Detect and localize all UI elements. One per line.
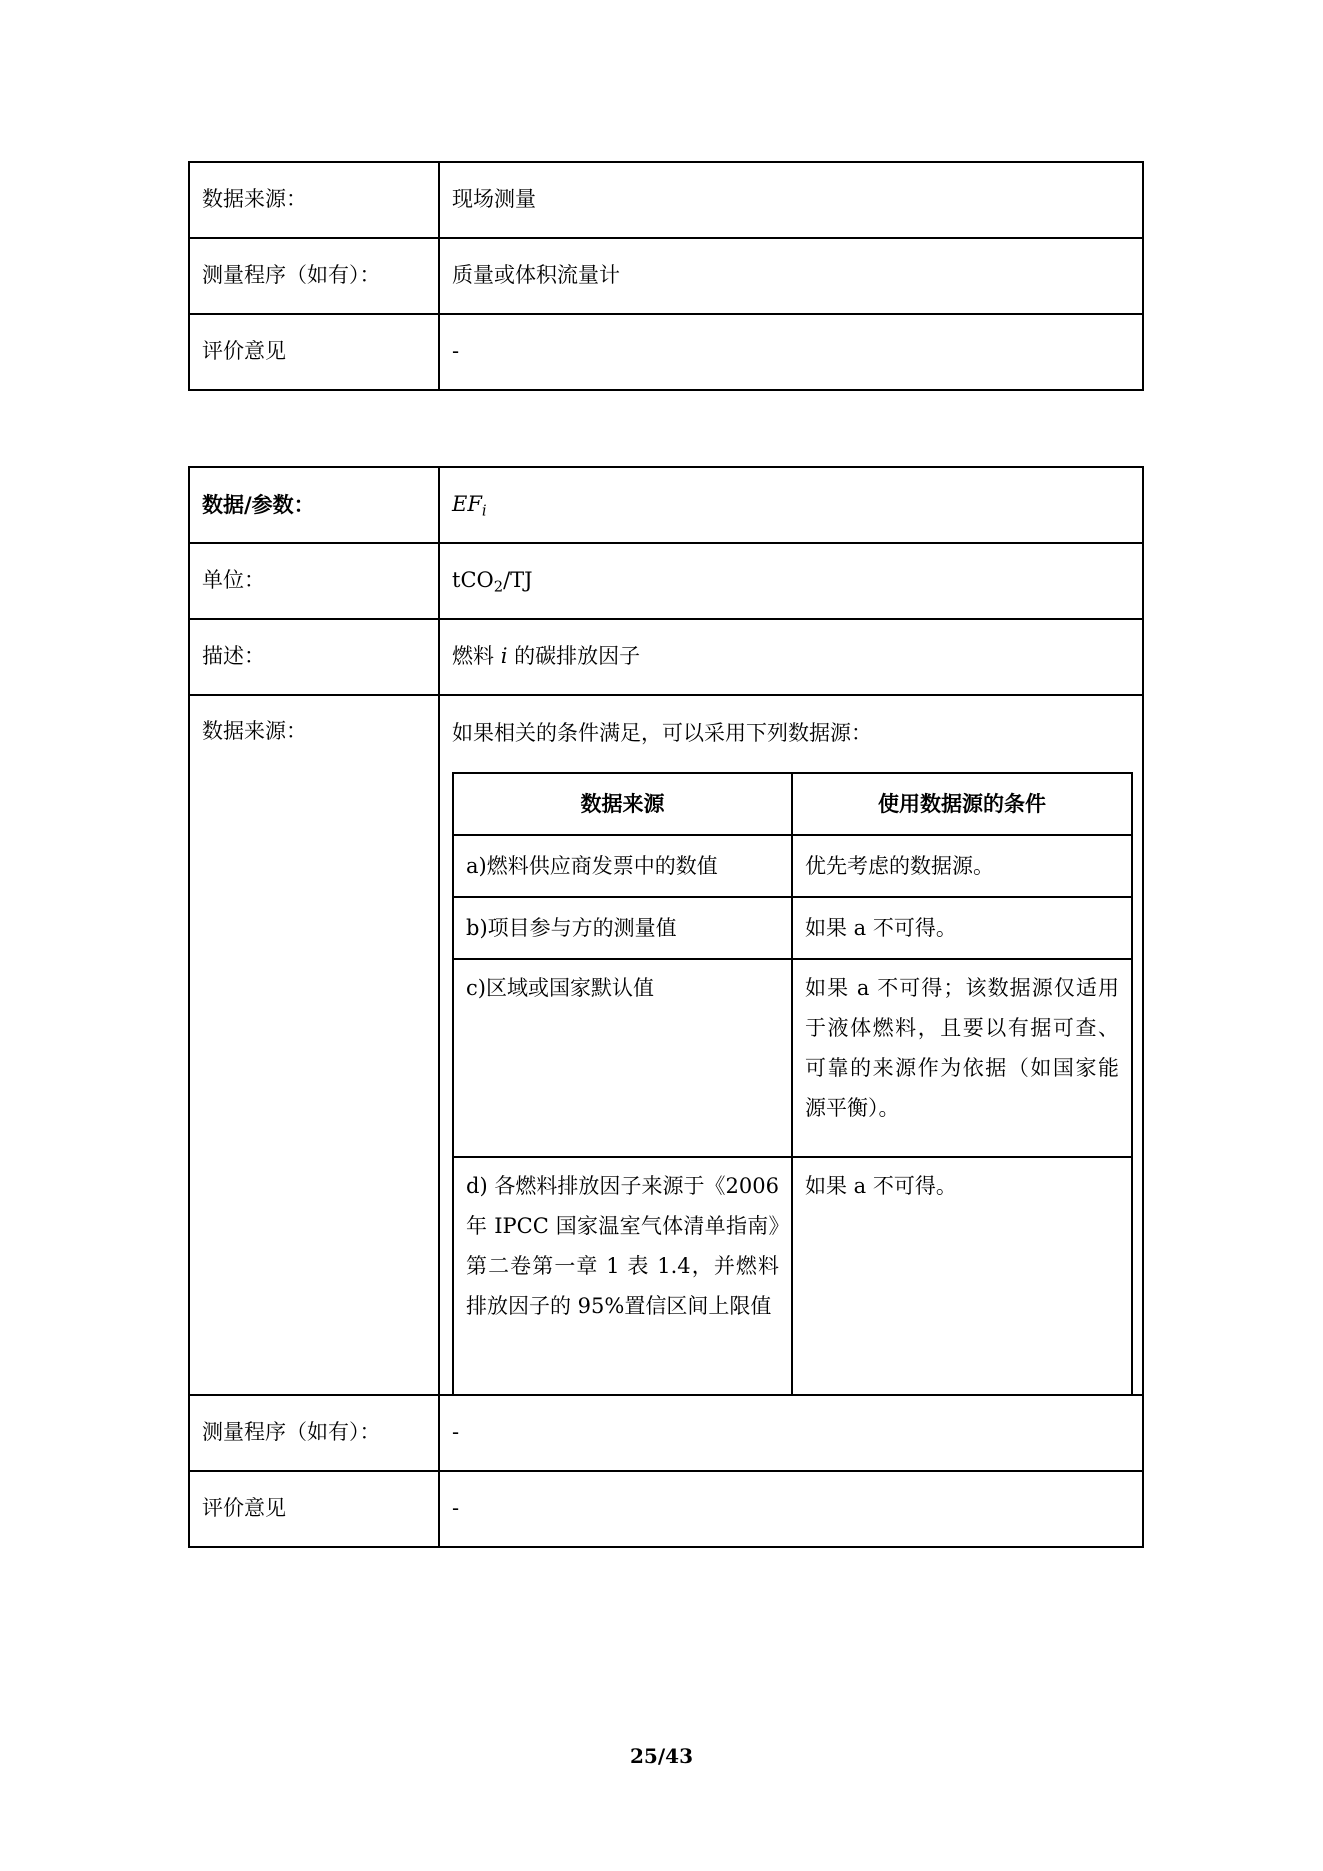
row-label: 测量程序（如有）： — [189, 238, 439, 314]
table-row-unit — [189, 543, 1143, 619]
source-cell: a)燃料供应商发票中的数值 — [453, 835, 792, 897]
table-row — [453, 897, 1132, 959]
column-header: 使用数据源的条件 — [792, 773, 1132, 835]
table-row-procedure — [189, 1395, 1143, 1471]
parameter-value — [439, 467, 1143, 543]
table-row-parameter — [189, 467, 1143, 543]
parameter-subscript: i — [481, 502, 487, 520]
table-header-row — [453, 773, 1132, 835]
monitoring-table-1 — [188, 161, 1144, 391]
source-cell: d) 各燃料排放因子来源于《2006 年 IPCC 国家温室气体清单指南》第二卷第一章 1 表 1.4，并燃料排放因子的 95%置信区间上限值 — [453, 1157, 792, 1395]
table-row-comment — [189, 1471, 1143, 1547]
row-value: 现场测量 — [439, 162, 1143, 238]
table-row — [453, 835, 1132, 897]
comment-label: 评价意见 — [189, 1471, 439, 1547]
description-label: 描述： — [189, 619, 439, 695]
table-row — [189, 314, 1143, 390]
row-label: 评价意见 — [189, 314, 439, 390]
comment-value: - — [439, 1471, 1143, 1547]
data-source-intro: 如果相关的条件满足，可以采用下列数据源： — [452, 721, 872, 746]
table-row-data-source — [189, 695, 1143, 1395]
unit-suffix: /TJ — [503, 568, 533, 593]
unit-subscript: 2 — [493, 578, 504, 596]
condition-cell: 如果 a 不可得。 — [792, 1157, 1132, 1395]
condition-cell: 如果 a 不可得。 — [792, 897, 1132, 959]
procedure-value: - — [439, 1395, 1143, 1471]
description-post: 的碳排放因子 — [507, 644, 641, 669]
description-var: i — [500, 644, 508, 669]
source-cell: c)区域或国家默认值 — [453, 959, 792, 1157]
row-label: 数据来源： — [189, 162, 439, 238]
monitoring-table-2 — [188, 466, 1144, 1548]
description-value — [439, 619, 1143, 695]
table-row — [189, 162, 1143, 238]
unit-label: 单位： — [189, 543, 439, 619]
data-sources-table — [452, 772, 1133, 1396]
parameter-symbol: EF — [452, 492, 482, 517]
unit-value — [439, 543, 1143, 619]
row-value: 质量或体积流量计 — [439, 238, 1143, 314]
source-cell: b)项目参与方的测量值 — [453, 897, 792, 959]
table-row — [453, 1157, 1132, 1395]
unit-prefix: tCO — [452, 568, 494, 593]
table-row-description — [189, 619, 1143, 695]
row-value: - — [439, 314, 1143, 390]
data-source-label: 数据来源： — [189, 695, 439, 1395]
column-header: 数据来源 — [453, 773, 792, 835]
parameter-label: 数据/参数： — [189, 467, 439, 543]
description-pre: 燃料 — [452, 644, 501, 669]
condition-cell: 优先考虑的数据源。 — [792, 835, 1132, 897]
table-row — [189, 238, 1143, 314]
procedure-label: 测量程序（如有）： — [189, 1395, 439, 1471]
condition-cell: 如果 a 不可得；该数据源仅适用于液体燃料，且要以有据可查、可靠的来源作为依据（如国家能源平衡）。 — [792, 959, 1132, 1157]
table-row — [453, 959, 1132, 1157]
page-number: 25/43 — [630, 1744, 693, 1768]
data-source-value — [439, 695, 1143, 1395]
